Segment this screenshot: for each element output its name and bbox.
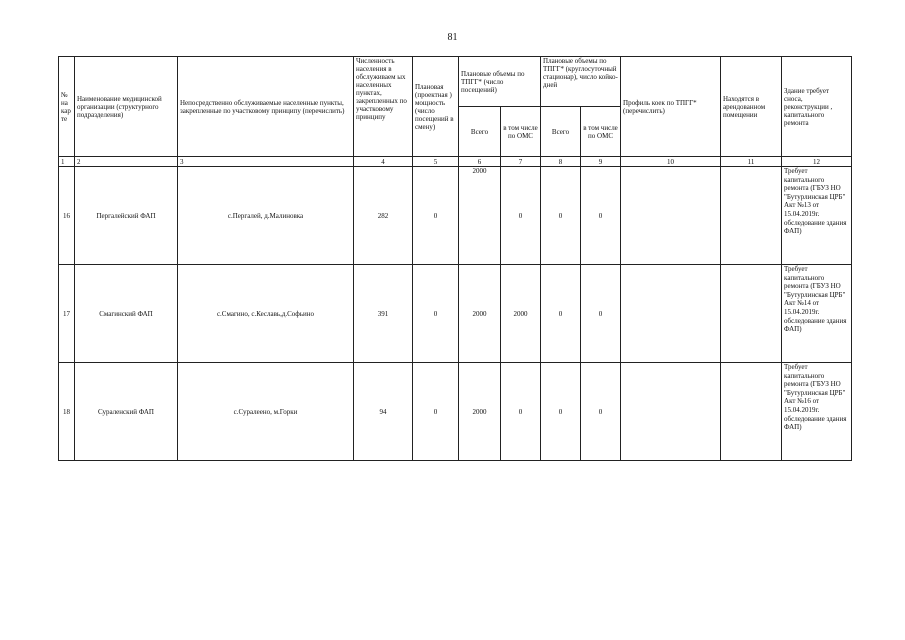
visits-total: 2000: [459, 265, 501, 363]
rented: [721, 167, 782, 265]
column-number: 8: [541, 157, 581, 167]
row-number: 17: [59, 265, 75, 363]
repair-note: Требует капитального ремонта (ГБУЗ НО "Бутурлинская ЦРБ" Акт №14 от 15.04.2019г. обследование здания ФАП): [782, 265, 852, 363]
settlements: с.Смагино, с.Кеславь,д.Софьино: [178, 265, 354, 363]
capacity: 0: [413, 167, 459, 265]
organization-name: Сураленский ФАП: [75, 363, 178, 461]
column-number: 7: [501, 157, 541, 167]
beds-oms: 0: [581, 265, 621, 363]
visits-oms: 0: [501, 363, 541, 461]
header-organization: Наименование медицинской организации (структурного подразделения): [75, 57, 178, 157]
rented: [721, 363, 782, 461]
column-numbers-row: [59, 157, 852, 167]
organization-name: Пергалейский ФАП: [75, 167, 178, 265]
visits-total: 2000: [459, 363, 501, 461]
beds-total: 0: [541, 363, 581, 461]
header-visits-plan: Плановые объемы по ТПГГ* (число посещений): [459, 57, 541, 107]
visits-total: 2000: [459, 167, 501, 265]
population: 94: [354, 363, 413, 461]
header-visits-total: Всего: [459, 107, 501, 157]
bed-profile: [621, 363, 721, 461]
page-number: 81: [447, 32, 458, 43]
column-number: 4: [354, 157, 413, 167]
bed-profile: [621, 265, 721, 363]
row-number: 18: [59, 363, 75, 461]
repair-note: Требует капитального ремонта (ГБУЗ НО "Бутурлинская ЦРБ" Акт №13 от 15.04.2019г. обследование здания ФАП): [782, 167, 852, 265]
header-beds-total: Всего: [541, 107, 581, 157]
organization-name: Смагинский ФАП: [75, 265, 178, 363]
column-number: 2: [75, 157, 178, 167]
header-number: № на кар те: [59, 57, 75, 157]
repair-note: Требует капитального ремонта (ГБУЗ НО "Бутурлинская ЦРБ" Акт №16 от 15.04.2019г. обследование здания ФАП): [782, 363, 852, 461]
header-capacity: Плановая (проектная ) мощность (число посещений в смену): [413, 57, 459, 157]
beds-total: 0: [541, 265, 581, 363]
header-beds-oms: в том числе по ОМС: [581, 107, 621, 157]
column-number: 12: [782, 157, 852, 167]
column-number: 10: [621, 157, 721, 167]
table-row: [59, 363, 852, 461]
header-visits-oms: в том числе по ОМС: [501, 107, 541, 157]
column-number: 3: [178, 157, 354, 167]
beds-oms: 0: [581, 167, 621, 265]
population: 282: [354, 167, 413, 265]
header-population: Численность населения в обслуживаем ых населенных пунктах, закрепленных по участковому принципу: [354, 57, 413, 157]
column-number: 9: [581, 157, 621, 167]
capacity: 0: [413, 265, 459, 363]
settlements: с.Пергалей, д.Малиновка: [178, 167, 354, 265]
column-number: 6: [459, 157, 501, 167]
bed-profile: [621, 167, 721, 265]
table-row: [59, 265, 852, 363]
visits-oms: 2000: [501, 265, 541, 363]
header-bed-profile: Профиль коек по ТПГГ* (перечислить): [621, 57, 721, 157]
header-beds-plan: Плановые объемы по ТПГГ* (круглосуточный стационар), число койко-дней: [541, 57, 621, 107]
facilities-table: [58, 56, 852, 461]
column-number: 5: [413, 157, 459, 167]
column-number: 1: [59, 157, 75, 167]
beds-oms: 0: [581, 363, 621, 461]
header-repair: Здание требует сноса, реконструкции , капитального ремонта: [782, 57, 852, 157]
header-rented: Находятся в арендованном помещении: [721, 57, 782, 157]
beds-total: 0: [541, 167, 581, 265]
row-number: 16: [59, 167, 75, 265]
column-number: 11: [721, 157, 782, 167]
settlements: с.Суралеено, м.Горки: [178, 363, 354, 461]
table-row: [59, 167, 852, 265]
visits-oms: 0: [501, 167, 541, 265]
header-settlements: Непосредственно обслуживаемые населенные пункты, закрепленные по участковому принципу (перечислить): [178, 57, 354, 157]
rented: [721, 265, 782, 363]
capacity: 0: [413, 363, 459, 461]
population: 391: [354, 265, 413, 363]
